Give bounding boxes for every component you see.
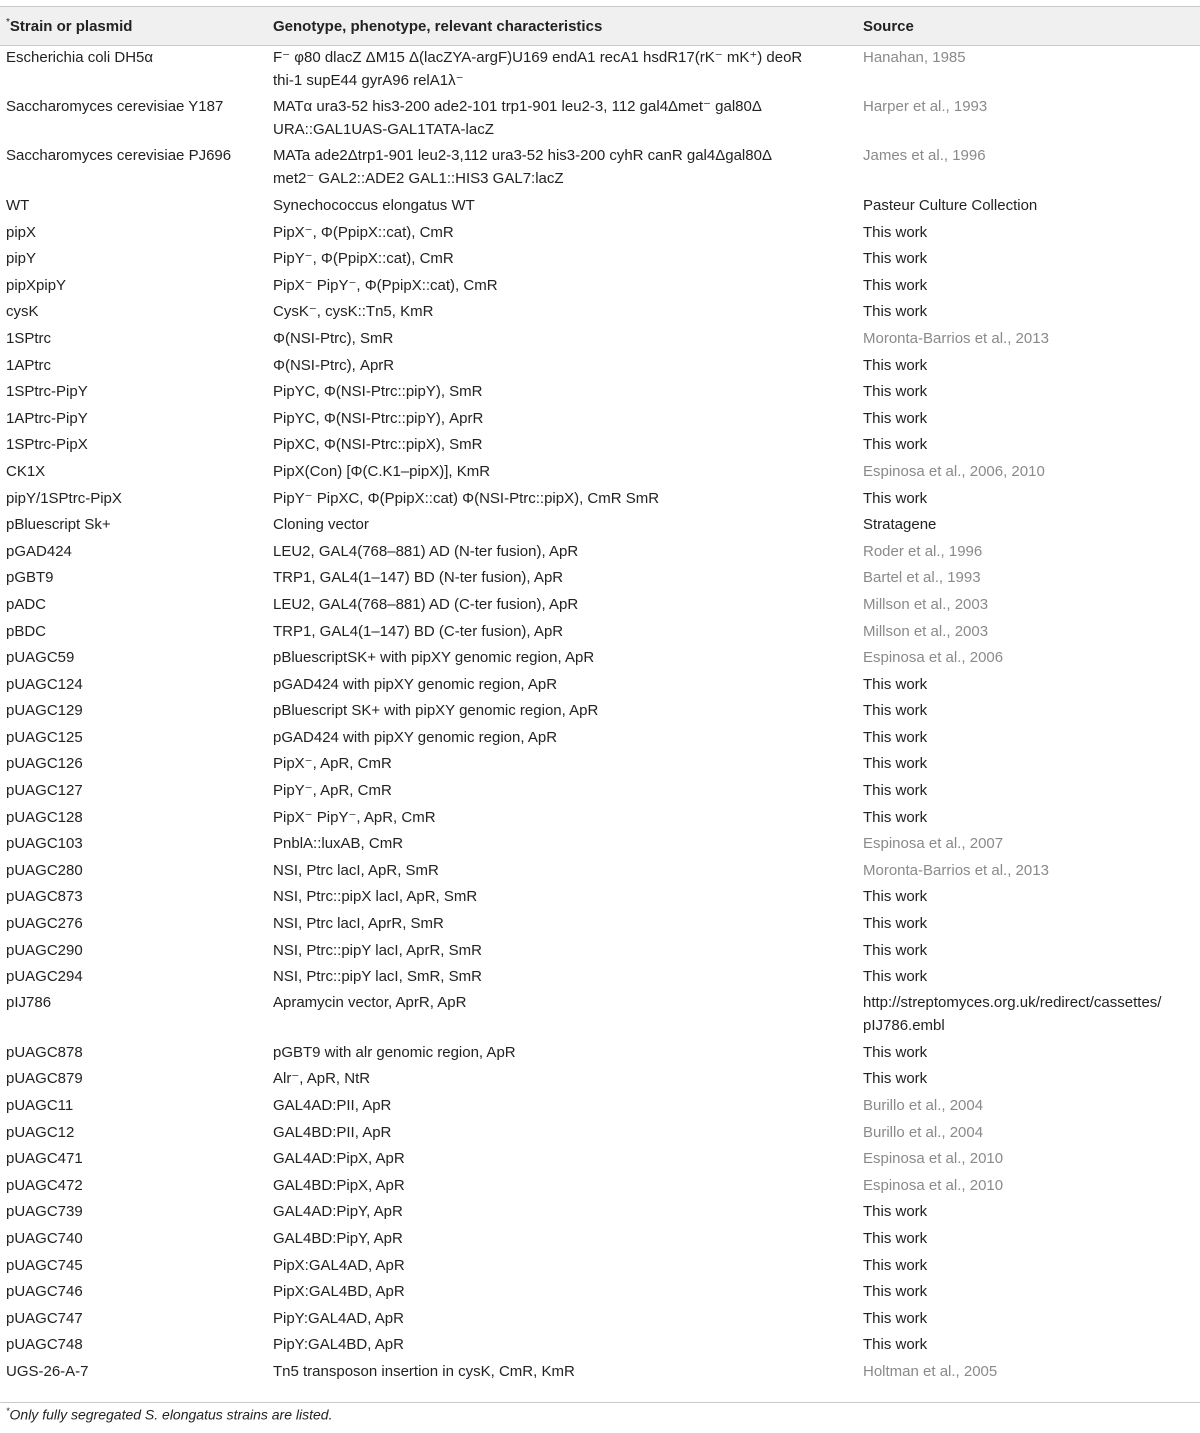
source-line: Espinosa et al., 2007 [863, 835, 1004, 853]
source-line: This work [863, 1043, 928, 1061]
source-line: This work [863, 888, 928, 906]
table-header [0, 7, 1200, 46]
source-cell [857, 353, 1200, 380]
genotype-line: PipXC, Φ(NSI-Ptrc::pipX), SmR [273, 436, 483, 454]
strain-name-cell: cysK [6, 303, 39, 321]
source-line: Millson et al., 2003 [863, 595, 989, 613]
genotype-cell [267, 273, 857, 300]
genotype-line: pBluescript SK+ with pipXY genomic region, ApR [273, 702, 599, 720]
genotype-cell [267, 831, 857, 858]
table-row [0, 1279, 1200, 1306]
source-cell [857, 326, 1200, 353]
strain-name-cell: pUAGC11 [6, 1097, 74, 1114]
table-row [0, 46, 1200, 96]
source-line: This work [863, 489, 928, 507]
table-row [0, 144, 1200, 193]
source-cell [857, 512, 1200, 539]
genotype-line: GAL4BD:PipY, ApR [273, 1229, 403, 1247]
genotype-cell [267, 725, 857, 752]
source-cell [857, 1120, 1200, 1147]
header-strain-label: Strain or plasmid [9, 18, 133, 35]
source-cell [857, 273, 1200, 300]
genotype-cell [267, 1359, 857, 1386]
genotype-line: pGBT9 with alr genomic region, ApR [273, 1043, 516, 1061]
table-row [0, 379, 1200, 406]
source-cell [857, 911, 1200, 938]
strain-name-cell: pipY [6, 250, 37, 268]
strain-name-cell: pUAGC745 [6, 1256, 83, 1274]
source-line: Hanahan, 1985 [863, 49, 966, 66]
table-row [0, 1359, 1200, 1386]
source-cell [857, 299, 1200, 326]
table-row [0, 1040, 1200, 1067]
genotype-line: Φ(NSI-Ptrc), SmR [273, 329, 394, 347]
source-line: http://streptomyces.org.uk/redirect/cassettes/ [863, 993, 1162, 1011]
genotype-cell [267, 1279, 857, 1306]
genotype-line: GAL4BD:PipX, ApR [273, 1176, 405, 1194]
source-cell [857, 1173, 1200, 1200]
table-row [0, 751, 1200, 778]
source-cell [857, 645, 1200, 672]
source-line: Holtman et al., 2005 [863, 1362, 998, 1380]
strain-name-cell: Saccharomyces cerevisiae PJ696 [6, 147, 232, 164]
source-line: Moronta-Barrios et al., 2013 [863, 329, 1049, 347]
source-line: This work [863, 1309, 928, 1327]
strain-name-cell: pUAGC59 [6, 649, 75, 667]
genotype-line-2: thi-1 supE44 gyrA96 relA1λ⁻ [273, 72, 464, 89]
strain-name-cell: pUAGC878 [6, 1043, 83, 1061]
source-cell [857, 1226, 1200, 1253]
source-cell [857, 246, 1200, 273]
table-row [0, 592, 1200, 619]
source-line: This work [863, 1203, 928, 1221]
table-row [0, 406, 1200, 433]
table-row [0, 1332, 1200, 1359]
source-cell [857, 1332, 1200, 1359]
source-line: Espinosa et al., 2006 [863, 649, 1004, 667]
genotype-line: PipYC, Φ(NSI-Ptrc::pipY), AprR [273, 409, 484, 427]
table-row [0, 299, 1200, 326]
table-row [0, 1066, 1200, 1093]
genotype-cell [267, 991, 857, 1040]
strain-name-cell: pIJ786 [6, 993, 52, 1011]
genotype-cell [267, 246, 857, 273]
table-row [0, 884, 1200, 911]
genotype-line: Φ(NSI-Ptrc), AprR [273, 356, 395, 374]
table-row [0, 1120, 1200, 1147]
genotype-line: NSI, Ptrc::pipY lacI, SmR, SmR [273, 968, 482, 986]
source-line: This work [863, 303, 928, 321]
source-cell [857, 1253, 1200, 1280]
genotype-cell [267, 539, 857, 566]
source-line: This work [863, 1256, 928, 1274]
genotype-cell [267, 459, 857, 486]
source-cell [857, 539, 1200, 566]
header-source: Source [857, 7, 1200, 46]
strains-plasmids-table [0, 6, 1200, 1386]
genotype-line: PipX⁻, ApR, CmR [273, 755, 392, 773]
source-line: This work [863, 250, 928, 268]
table-row [0, 725, 1200, 752]
source-line: Burillo et al., 2004 [863, 1097, 984, 1114]
genotype-line: F⁻ φ80 dlacZ ΔM15 Δ(lacZYA-argF)U169 endA1 recA1 hsdR17(rK⁻ mK⁺) deoR [273, 49, 803, 66]
source-cell [857, 592, 1200, 619]
genotype-cell [267, 406, 857, 433]
strain-name-cell: pUAGC740 [6, 1229, 83, 1247]
table-row [0, 193, 1200, 220]
source-cell [857, 725, 1200, 752]
genotype-cell [267, 964, 857, 991]
table-row [0, 353, 1200, 380]
genotype-line: NSI, Ptrc lacI, ApR, SmR [273, 861, 439, 879]
table-row [0, 991, 1200, 1040]
table-row [0, 938, 1200, 965]
table-row [0, 1253, 1200, 1280]
genotype-cell [267, 672, 857, 699]
genotype-line: GAL4AD:PipX, ApR [273, 1150, 405, 1168]
table-row [0, 645, 1200, 672]
table-row [0, 512, 1200, 539]
genotype-line: Synechococcus elongatus WT [273, 197, 475, 214]
header-genotype: Genotype, phenotype, relevant characteristics [267, 7, 857, 46]
source-line: This work [863, 755, 928, 773]
genotype-line: pGAD424 with pipXY genomic region, ApR [273, 675, 558, 693]
genotype-cell [267, 698, 857, 725]
genotype-line: LEU2, GAL4(768–881) AD (N-ter fusion), ApR [273, 542, 579, 560]
genotype-line: Tn5 transposon insertion in cysK, CmR, KmR [273, 1362, 575, 1380]
genotype-line: MATα ura3-52 his3-200 ade2-101 trp1-901 leu2-3, 112 gal4Δmet⁻ gal80Δ [273, 98, 762, 115]
table-row [0, 1199, 1200, 1226]
genotype-cell [267, 645, 857, 672]
source-cell [857, 884, 1200, 911]
genotype-line: PipX⁻, Φ(PpipX::cat), CmR [273, 223, 454, 241]
table-row [0, 432, 1200, 459]
strain-name-cell: pipX [6, 223, 37, 241]
genotype-line: LEU2, GAL4(768–881) AD (C-ter fusion), ApR [273, 595, 579, 613]
table-row [0, 539, 1200, 566]
strain-name-cell: pUAGC294 [6, 968, 83, 986]
genotype-line: TRP1, GAL4(1–147) BD (N-ter fusion), ApR [273, 569, 564, 587]
genotype-line: TRP1, GAL4(1–147) BD (C-ter fusion), ApR [273, 622, 564, 640]
source-cell [857, 938, 1200, 965]
genotype-line-2: URA::GAL1UAS-GAL1TATA-lacZ [273, 121, 494, 138]
strain-name-cell: Escherichia coli DH5α [6, 49, 154, 66]
genotype-cell [267, 1226, 857, 1253]
table-body [0, 46, 1200, 1386]
genotype-line: PipX⁻ PipY⁻, Φ(PpipX::cat), CmR [273, 276, 498, 294]
strain-name-cell: pUAGC747 [6, 1309, 83, 1327]
bottom-rule [0, 1402, 1200, 1403]
genotype-line: NSI, Ptrc::pipY lacI, AprR, SmR [273, 941, 482, 959]
strain-name-cell: pipXpipY [6, 276, 67, 294]
genotype-cell [267, 1120, 857, 1147]
genotype-line: Apramycin vector, AprR, ApR [273, 993, 467, 1011]
footnote [6, 1406, 332, 1423]
genotype-cell [267, 805, 857, 832]
source-cell [857, 858, 1200, 885]
table-row [0, 698, 1200, 725]
source-cell [857, 778, 1200, 805]
table-row [0, 220, 1200, 247]
source-cell [857, 964, 1200, 991]
strain-name-cell: pUAGC472 [6, 1176, 83, 1194]
strain-name-cell: pUAGC276 [6, 915, 83, 933]
genotype-line: PipX⁻ PipY⁻, ApR, CmR [273, 808, 436, 826]
table-row [0, 486, 1200, 513]
genotype-cell [267, 432, 857, 459]
table-row [0, 1306, 1200, 1333]
genotype-cell [267, 1332, 857, 1359]
genotype-cell [267, 95, 857, 144]
genotype-cell [267, 299, 857, 326]
genotype-cell [267, 565, 857, 592]
genotype-cell [267, 858, 857, 885]
source-line: Pasteur Culture Collection [863, 197, 1038, 214]
source-cell [857, 831, 1200, 858]
genotype-line: MATa ade2Δtrp1-901 leu2-3,112 ura3-52 his3-200 cyhR canR gal4Δgal80Δ [273, 147, 772, 164]
strain-name-cell: WT [6, 197, 30, 214]
source-line: Bartel et al., 1993 [863, 569, 981, 587]
source-line: This work [863, 1229, 928, 1247]
table-row [0, 858, 1200, 885]
source-line: This work [863, 782, 928, 800]
source-cell [857, 698, 1200, 725]
strain-name-cell: pGAD424 [6, 542, 72, 560]
genotype-cell [267, 911, 857, 938]
strain-name-cell: pUAGC746 [6, 1283, 83, 1301]
source-cell [857, 459, 1200, 486]
strain-name-cell: pUAGC290 [6, 941, 83, 959]
genotype-cell [267, 193, 857, 220]
source-line: Espinosa et al., 2010 [863, 1150, 1004, 1168]
genotype-line: PipY:GAL4AD, ApR [273, 1309, 404, 1327]
source-cell [857, 805, 1200, 832]
genotype-cell [267, 751, 857, 778]
strain-name-cell: pUAGC879 [6, 1070, 83, 1088]
source-line: This work [863, 728, 928, 746]
genotype-cell [267, 1093, 857, 1120]
strain-name-cell: pUAGC12 [6, 1123, 75, 1141]
genotype-cell [267, 778, 857, 805]
genotype-cell [267, 1040, 857, 1067]
source-cell [857, 193, 1200, 220]
source-cell [857, 220, 1200, 247]
source-cell [857, 46, 1200, 96]
source-line: Stratagene [863, 516, 937, 534]
source-line: This work [863, 356, 928, 374]
source-line: Espinosa et al., 2006, 2010 [863, 462, 1045, 480]
genotype-cell [267, 1173, 857, 1200]
table-row [0, 273, 1200, 300]
source-line: This work [863, 941, 928, 959]
genotype-line: GAL4AD:PipY, ApR [273, 1203, 403, 1221]
strain-name-cell: pUAGC748 [6, 1336, 83, 1354]
source-cell [857, 1040, 1200, 1067]
source-cell [857, 1306, 1200, 1333]
source-line: This work [863, 675, 928, 693]
strain-name-cell: pUAGC124 [6, 675, 83, 693]
table-row [0, 1226, 1200, 1253]
strain-name-cell: pUAGC280 [6, 861, 83, 879]
footnote-text: Only fully segregated S. elongatus strains are listed. [9, 1406, 333, 1423]
source-line: This work [863, 968, 928, 986]
source-line: This work [863, 702, 928, 720]
genotype-line: NSI, Ptrc lacI, AprR, SmR [273, 915, 444, 933]
genotype-line: PipX:GAL4BD, ApR [273, 1283, 405, 1301]
table-row [0, 619, 1200, 646]
source-line: This work [863, 1283, 928, 1301]
source-cell [857, 486, 1200, 513]
strain-name-cell: CK1X [6, 462, 46, 480]
source-line: Burillo et al., 2004 [863, 1123, 984, 1141]
strain-name-cell: pBDC [6, 622, 47, 640]
strain-name-cell: 1SPtrc [6, 329, 52, 347]
table-row [0, 805, 1200, 832]
genotype-line: PipY⁻ PipXC, Φ(PpipX::cat) Φ(NSI-Ptrc::pipX), CmR SmR [273, 489, 660, 507]
genotype-cell [267, 1253, 857, 1280]
source-cell [857, 379, 1200, 406]
source-line: Espinosa et al., 2010 [863, 1176, 1004, 1194]
table-row [0, 246, 1200, 273]
genotype-line: CysK⁻, cysK::Tn5, KmR [273, 303, 434, 321]
source-cell [857, 672, 1200, 699]
table-row [0, 1093, 1200, 1120]
genotype-cell [267, 884, 857, 911]
source-line: This work [863, 436, 928, 454]
genotype-line: PipY⁻, Φ(PpipX::cat), CmR [273, 250, 454, 268]
footnote-asterisk: * [6, 1406, 10, 1416]
strain-name-cell: pUAGC128 [6, 808, 83, 826]
strain-name-cell: pGBT9 [6, 569, 54, 587]
source-cell [857, 565, 1200, 592]
strain-name-cell: pUAGC125 [6, 728, 83, 746]
table-row [0, 565, 1200, 592]
table-row [0, 1146, 1200, 1173]
table-row [0, 459, 1200, 486]
genotype-cell [267, 353, 857, 380]
strain-name-cell: 1SPtrc-PipY [6, 383, 88, 401]
source-cell [857, 1359, 1200, 1386]
genotype-line: NSI, Ptrc::pipX lacI, ApR, SmR [273, 888, 478, 906]
genotype-line: PipY⁻, ApR, CmR [273, 782, 392, 800]
table-row [0, 326, 1200, 353]
genotype-cell [267, 619, 857, 646]
genotype-line: PipY:GAL4BD, ApR [273, 1336, 404, 1354]
source-line: This work [863, 1336, 928, 1354]
genotype-cell [267, 486, 857, 513]
strain-name-cell: pUAGC129 [6, 702, 83, 720]
genotype-line: GAL4BD:PII, ApR [273, 1123, 392, 1141]
header-strain [0, 7, 267, 46]
source-cell [857, 1199, 1200, 1226]
strain-name-cell: pUAGC873 [6, 888, 83, 906]
strain-name-cell: 1APtrc-PipY [6, 409, 88, 427]
source-cell [857, 991, 1200, 1040]
genotype-line: PnblA::luxAB, CmR [273, 835, 404, 853]
table-row [0, 95, 1200, 144]
genotype-line: pBluescriptSK+ with pipXY genomic region, ApR [273, 649, 595, 667]
genotype-cell [267, 220, 857, 247]
source-cell [857, 1146, 1200, 1173]
source-cell [857, 751, 1200, 778]
genotype-line: PipYC, Φ(NSI-Ptrc::pipY), SmR [273, 383, 483, 401]
strain-name-cell: pUAGC103 [6, 835, 83, 853]
source-line: This work [863, 915, 928, 933]
source-cell [857, 95, 1200, 144]
genotype-cell [267, 592, 857, 619]
strain-name-cell: 1APtrc [6, 356, 52, 374]
genotype-cell [267, 1146, 857, 1173]
source-cell [857, 432, 1200, 459]
table-row [0, 778, 1200, 805]
source-cell [857, 1279, 1200, 1306]
source-line: Millson et al., 2003 [863, 622, 989, 640]
source-line: Roder et al., 1996 [863, 542, 983, 560]
genotype-cell [267, 144, 857, 193]
strain-name-cell: 1SPtrc-PipX [6, 436, 88, 454]
genotype-cell [267, 938, 857, 965]
source-cell [857, 144, 1200, 193]
strain-name-cell: Saccharomyces cerevisiae Y187 [6, 98, 224, 115]
strain-name-cell: pUAGC126 [6, 755, 83, 773]
strain-name-cell: pUAGC739 [6, 1203, 83, 1221]
source-line: This work [863, 409, 928, 427]
strain-name-cell: pBluescript Sk+ [6, 516, 111, 534]
source-line: This work [863, 276, 928, 294]
strain-name-cell: UGS-26-A-7 [6, 1362, 89, 1380]
genotype-cell [267, 379, 857, 406]
header-asterisk: * [6, 17, 10, 28]
source-line: This work [863, 1070, 928, 1088]
strain-name-cell: pUAGC127 [6, 782, 83, 800]
genotype-cell [267, 1066, 857, 1093]
source-line: This work [863, 808, 928, 826]
genotype-cell [267, 1199, 857, 1226]
table-row [0, 831, 1200, 858]
source-line: Moronta-Barrios et al., 2013 [863, 861, 1049, 879]
table-row [0, 964, 1200, 991]
source-cell [857, 1066, 1200, 1093]
genotype-line: Cloning vector [273, 516, 369, 534]
genotype-line: pGAD424 with pipXY genomic region, ApR [273, 728, 558, 746]
genotype-cell [267, 1306, 857, 1333]
source-cell [857, 619, 1200, 646]
strain-name-cell: pADC [6, 595, 47, 613]
genotype-cell [267, 326, 857, 353]
genotype-line: Alr⁻, ApR, NtR [273, 1070, 371, 1088]
source-cell [857, 1093, 1200, 1120]
table-row [0, 1173, 1200, 1200]
genotype-line: PipX:GAL4AD, ApR [273, 1256, 405, 1274]
genotype-line: PipX(Con) [Φ(C.K1–pipX)], KmR [273, 462, 491, 480]
table-row [0, 911, 1200, 938]
genotype-line-2: met2⁻ GAL2::ADE2 GAL1::HIS3 GAL7:lacZ [273, 170, 564, 187]
strain-name-cell: pipY/1SPtrc-PipX [6, 489, 122, 507]
strain-name-cell: pUAGC471 [6, 1150, 83, 1168]
source-line: James et al., 1996 [863, 147, 986, 164]
genotype-cell [267, 46, 857, 96]
source-line-2: pIJ786.embl [863, 1016, 945, 1034]
genotype-line: GAL4AD:PII, ApR [273, 1097, 392, 1114]
genotype-cell [267, 512, 857, 539]
source-line: This work [863, 383, 928, 401]
source-line: This work [863, 223, 928, 241]
source-cell [857, 406, 1200, 433]
table-row [0, 672, 1200, 699]
source-line: Harper et al., 1993 [863, 98, 988, 115]
